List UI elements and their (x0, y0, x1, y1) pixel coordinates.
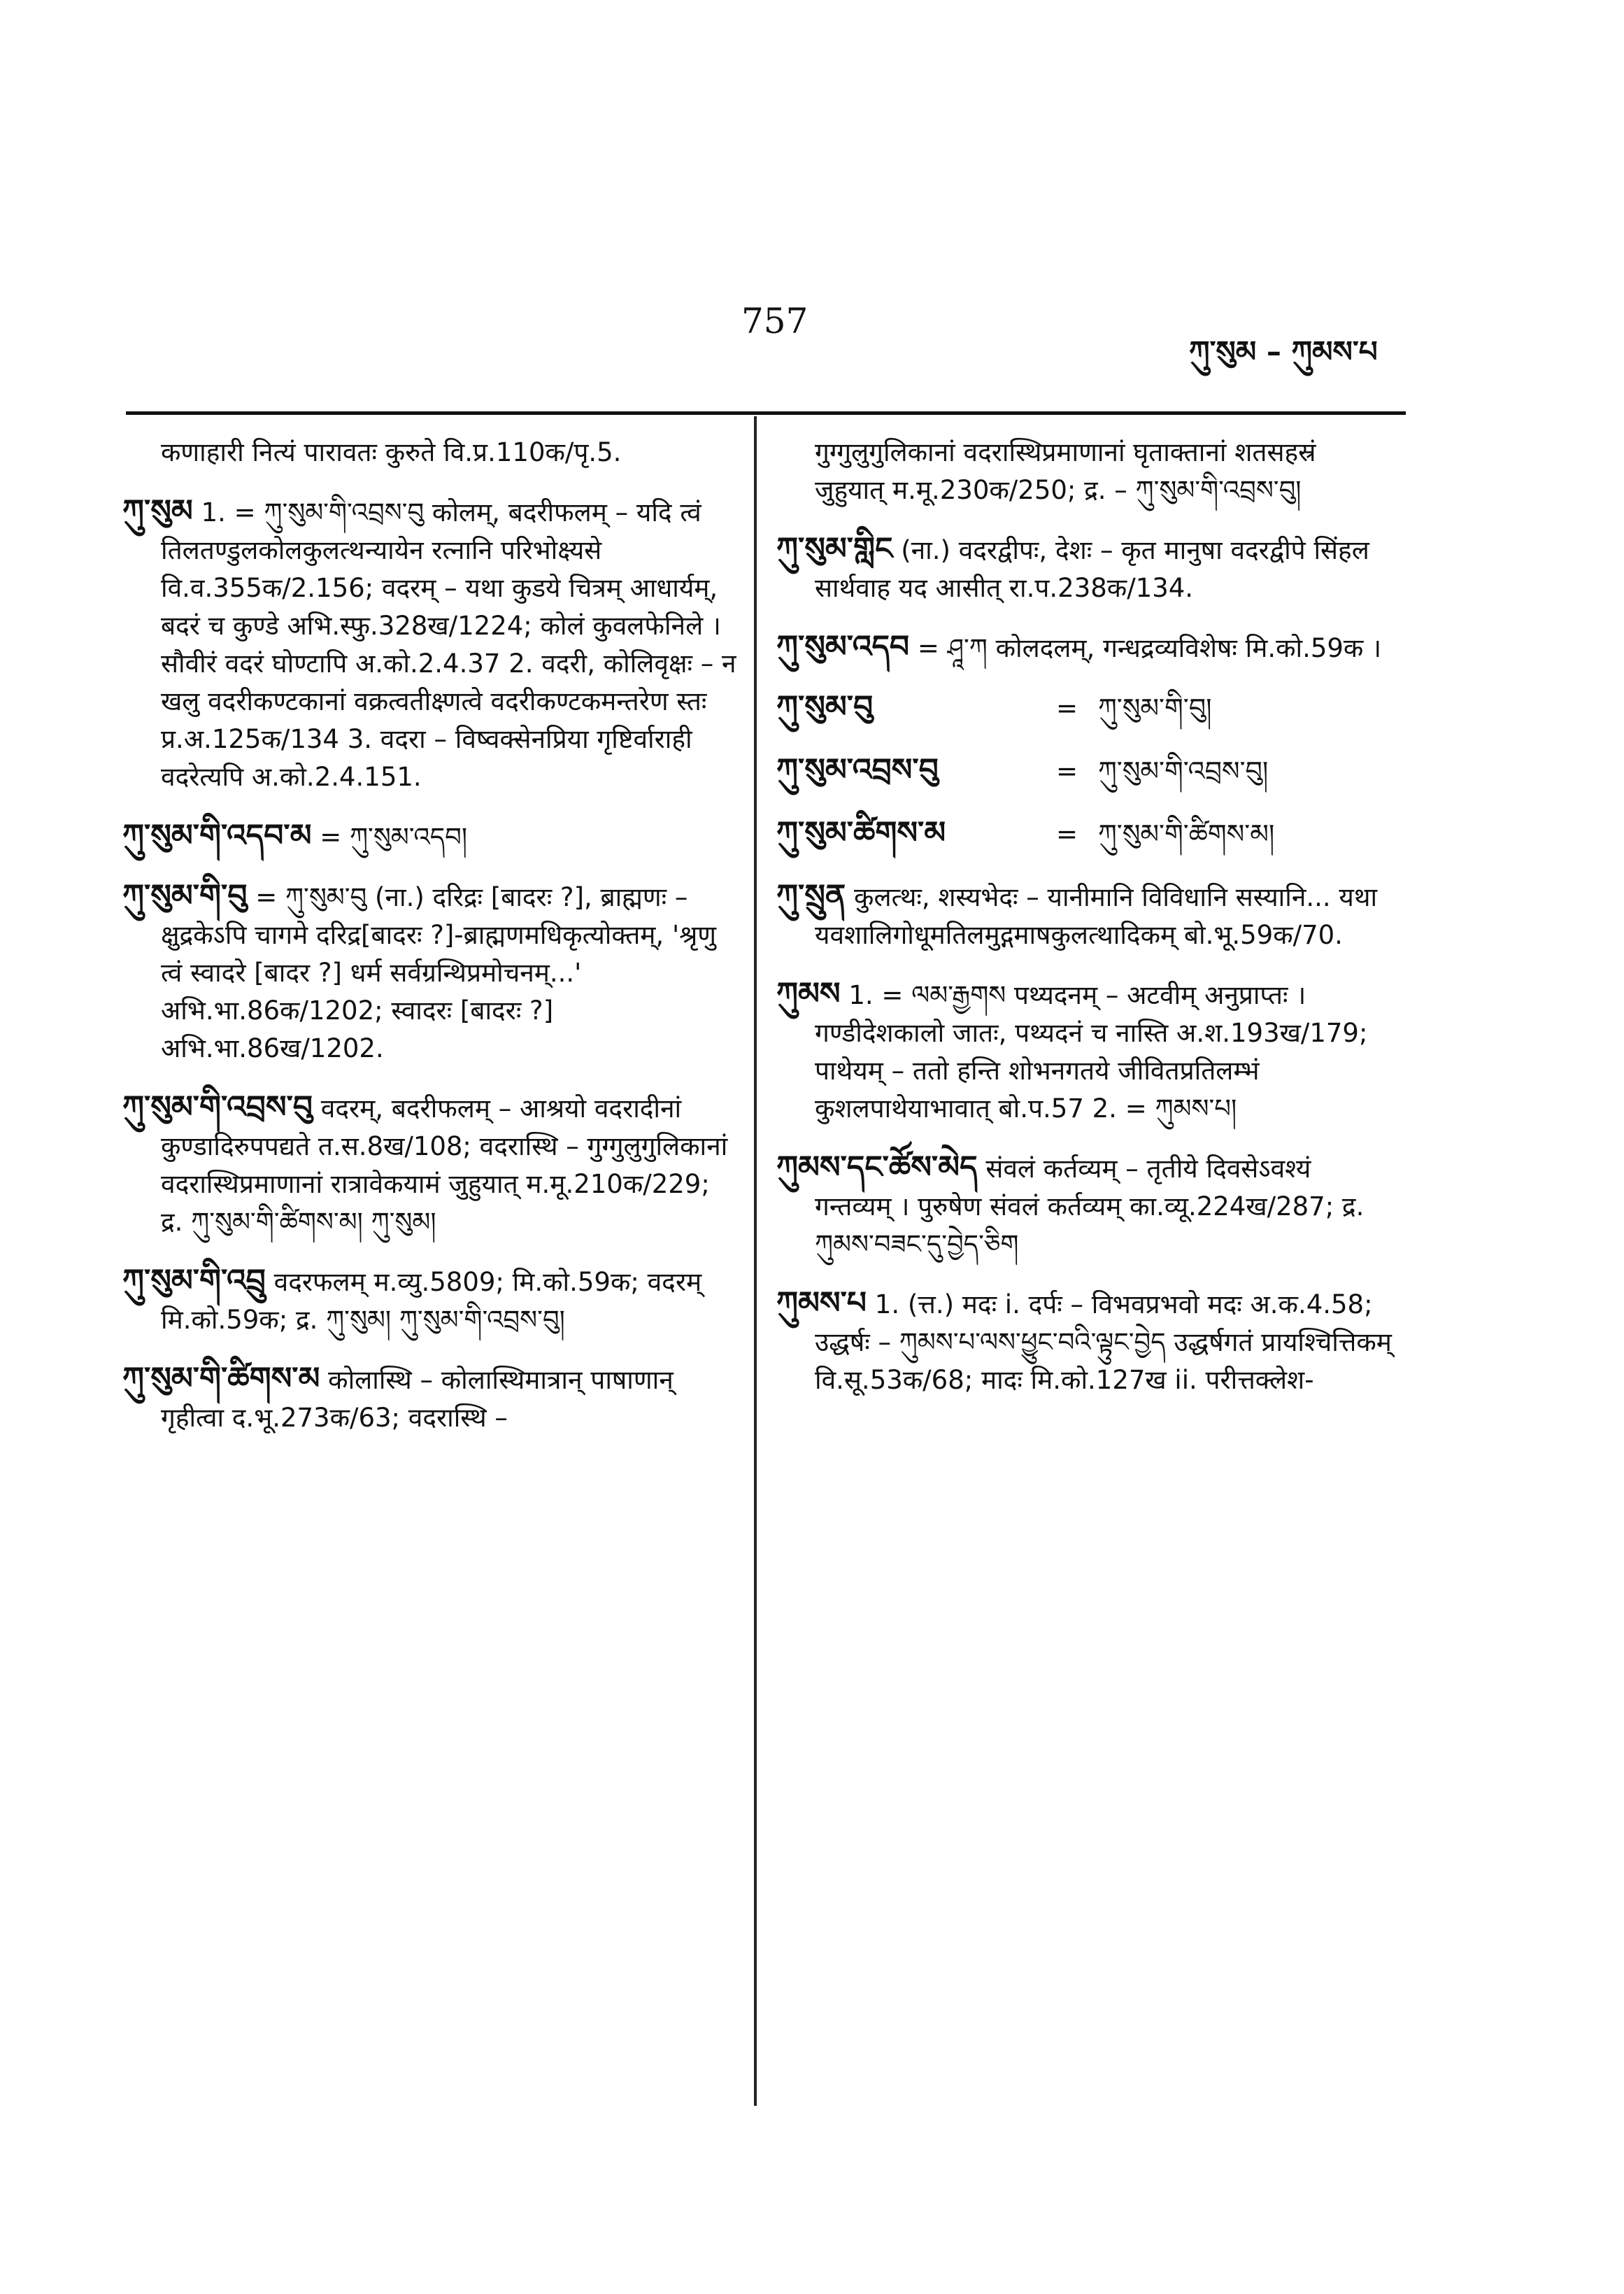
column-divider (754, 416, 757, 2106)
definition: कोलास्थि – कोलास्थिमात्रान् पाषाणान् गृहीत्वा द.भू.273क/63; वदरास्थि – (161, 1365, 674, 1433)
header-rule (126, 411, 1406, 415)
reference-target: ཀུ་སུམ་གི་བུ། (1098, 693, 1212, 723)
headword: ཀུ་སུམ་བུ (776, 689, 874, 725)
definition: = ཀུ་སུམ་འདབ། (320, 822, 468, 852)
page-number: 757 (741, 301, 809, 341)
definition: वदरफलम् म.व्यु.5809; मि.को.59क; वदरम् मि.को.59क; द्र. ཀུ་སུམ། ཀུ་སུམ་གི་འབྲས་བུ། (161, 1267, 702, 1335)
definition: 1. (त्त.) मदः i. दर्पः – विभवप्रभवो मदः अ.क.4.58; उद्धर्षः – ཀུམས་པ་ལས་ཕྱུང་བའི་ལྟུང་བྱེད उद्धर्षगतं प्रायश्चित्तिकम् वि.सू.53क/68; मादः मि.को.127ख ii. परीत्तक्लेश- (815, 1289, 1392, 1395)
headword: ཀུ་སུམ་གི་འབྲས་བུ (122, 1089, 313, 1125)
dictionary-entry (776, 975, 1392, 1128)
definition: (ना.) वदरद्वीपः, देशः – कृत मानुषा वदरद्वीपे सिंहल सार्थवाह यद आसीत् रा.प.238क/134. (815, 535, 1369, 603)
headword: ཀུ་སུམ་གི་བུ (122, 878, 248, 914)
headword: ཀུ་སྲུན (776, 878, 846, 914)
dictionary-entry (122, 1360, 738, 1437)
headword: ཀུ་སུམ་འབྲས་བུ (776, 752, 939, 788)
headword: ཀུ་སུམ་ཚིགས་མ (776, 815, 946, 851)
dictionary-entry (776, 877, 1392, 954)
definition: 1. = ལམ་རྒྱགས पथ्यदनम् – अटवीम् अनुप्राप्तः । गण्डीदेशकालो जातः, पथ्यदनं च नास्ति अ.श.193ख/179; पाथेयम् – ततो हन्ति शोभनगतये जीवितप्रतिलम्भं कुशलपाथेयाभावात् बो.प.57 2. = ཀུམས་པ། (815, 980, 1368, 1124)
dictionary-entry (122, 1089, 738, 1241)
equals-sign: = (1056, 819, 1078, 849)
reference-target: ཀུ་སུམ་གི་འབྲས་བུ། (1098, 756, 1269, 786)
running-head: ཀུ་སུམ – ཀུམས་པ (1189, 334, 1378, 369)
headword: ཀུམས (776, 976, 841, 1012)
left-column (122, 434, 738, 1458)
equals-sign: = (1056, 756, 1078, 786)
dictionary-entry (776, 1149, 1392, 1263)
definition: वदरम्, बदरीफलम् – आश्रयो वदरादीनां कुण्डादिरुपपद्यते त.स.8ख/108; वदरास्थि – गुग्गुलुगुलिकानां वदरास्थिप्रमाणानां रात्रावेकयामं जुहुयात् म.मू.210क/229; द्र. ཀུ་སུམ་གི་ཚིགས་མ། ཀུ་སུམ། (161, 1093, 728, 1237)
dictionary-entry (122, 1262, 738, 1339)
headword: ཀུ་སུམ་འདབ (776, 629, 910, 665)
headword: ཀུ་སུམ་གི་ཚིགས་མ (122, 1361, 320, 1396)
dictionary-entry (122, 493, 738, 796)
right-column (776, 434, 1392, 1420)
cross-reference-entry (776, 688, 1392, 728)
dictionary-entry (776, 628, 1392, 667)
headword: ཀུ་སུམ་གི་འབྲུ (122, 1263, 266, 1298)
headword: ཀུམས་པ (776, 1285, 867, 1321)
cross-reference-entry (776, 814, 1392, 854)
continuation-entry: गुग्गुलुगुलिकानां वदरास्थिप्रमाणानां घृताक्तानां शतसहस्रं जुहुयात् म.मू.230क/250; द्र. – ཀུ་སུམ་གི་འབྲས་བུ། (815, 437, 1316, 505)
definition: = ཀུ་སུམ་བུ (ना.) दरिद्रः [बादरः ?], ब्राह्मणः – क्षुद्रकेऽपि चागमे दरिद्र[बादरः ?]-ब्राह्मणमधिकृत्योक्तम्, 'श्रृणु त्वं स्वादरे [बादर ?] धर्म सर्वग्रन्थिप्रमोचनम्...' अभि.भा.86क/1202; स्वादरः [बादरः ?] अभि.भा.86ख/1202. (161, 882, 717, 1063)
dictionary-entry (776, 1284, 1392, 1399)
headword: ཀུ་སུམ་གླིང (776, 531, 893, 567)
dictionary-entry (122, 877, 738, 1068)
equals-sign: = (1056, 693, 1078, 723)
headword: ཀུ་སུམ (122, 493, 193, 529)
definition: 1. = ཀུ་སུམ་གི་འབྲས་བུ कोलम्, बदरीफलम् – यदि त्वं तिलतण्डुलकोलकुलत्थन्यायेन रत्नानि परिभोक्ष्यसे वि.व.355क/2.156; वदरम् – यथा कुडये चित्रम् आधार्यम्, बदरं च कुण्डे अभि.स्फु.328ख/1224; कोलं कुवलफेनिले । सौवीरं वदरं घोण्टापि अ.को.2.4.37 2. वदरी, कोलिवृक्षः – न खलु वदरीकण्टकानां वक्रत्वतीक्ष्णत्वे वदरीकण्टकमन्तरेण स्तः प्र.अ.125क/134 3. वदरा – विष्वक्सेनप्रिया गृष्टिर्वाराही वदरेत्यपि अ.को.2.4.151. (161, 497, 736, 792)
definition: संवलं कर्तव्यम् – तृतीये दिवसेऽवश्यं गन्तव्यम् । पुरुषेण संवलं कर्तव्यम् का.व्यू.224ख/287; द्र. ཀུམས་བཟང་དུ་བྱེད་ཅིག (815, 1154, 1365, 1259)
continuation-entry: कणाहारी नित्यं पारावतः कुरुते वि.प्र.110क/पृ.5. (161, 437, 622, 467)
reference-target: ཀུ་སུམ་གི་ཚིགས་མ། (1098, 819, 1275, 849)
definition: कुलत्थः, शस्यभेदः – यानीमानि विविधानि सस्यानि... यथा यवशालिगोधूमतिलमुद्गमाषकुलत्थादिकम् बो.भू.59क/70. (815, 882, 1378, 950)
dictionary-entry (776, 530, 1392, 607)
definition: = ཤཱ་ཀ कोलदलम्, गन्धद्रव्यविशेषः मि.को.59क । (917, 633, 1382, 663)
headword: ཀུ་སུམ་གི་འདབ་མ (122, 818, 312, 854)
headword: ཀུམས་དང་ཚོས་མེད (776, 1149, 978, 1185)
dictionary-entry (122, 817, 738, 856)
cross-reference-entry (776, 751, 1392, 791)
